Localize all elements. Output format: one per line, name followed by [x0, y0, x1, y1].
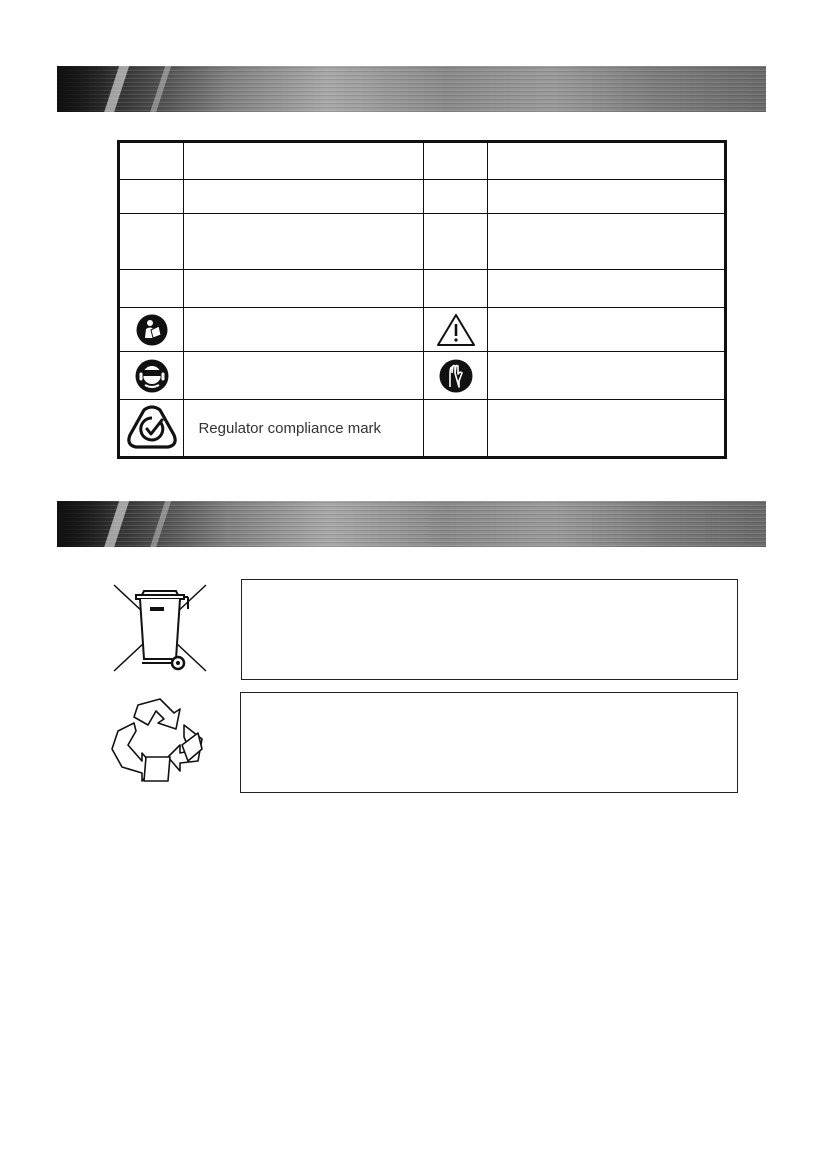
table-row: [119, 214, 726, 270]
table-cell-symbol: [424, 270, 488, 308]
table-cell-symbol: [424, 352, 488, 400]
table-cell-description: [488, 180, 726, 214]
rcm-compliance-icon: [126, 405, 178, 451]
gloves-icon: [439, 359, 473, 393]
table-row: [119, 400, 726, 458]
table-cell-description: [184, 214, 424, 270]
warning-triangle-icon: [436, 313, 476, 347]
table-row: [119, 308, 726, 352]
table-cell-symbol: [119, 352, 184, 400]
table-row: [119, 180, 726, 214]
table-row: [119, 352, 726, 400]
section-header-banner: [57, 501, 766, 547]
table-row: [119, 270, 726, 308]
table-cell-symbol: [119, 308, 184, 352]
table-cell-description: [184, 270, 424, 308]
table-cell-description: [488, 308, 726, 352]
table-cell-symbol: [119, 180, 184, 214]
table-cell-description: [184, 180, 424, 214]
table-cell-symbol: [119, 400, 184, 458]
symbols-table: [117, 140, 727, 459]
table-cell-symbol: [424, 214, 488, 270]
table-cell-description: [488, 214, 726, 270]
weee-info-box: [241, 579, 738, 680]
crossed-out-bin-icon: [112, 583, 208, 673]
table-cell-symbol: [119, 270, 184, 308]
read-manual-icon: [136, 314, 168, 346]
table-cell-symbol: [424, 400, 488, 458]
table-cell-symbol: [119, 214, 184, 270]
table-cell-description: [488, 270, 726, 308]
table-cell-description: [488, 352, 726, 400]
eye-ear-protection-icon: [135, 359, 169, 393]
table-cell-description: [488, 142, 726, 180]
table-cell-description: Regulator compliance mark: [184, 400, 424, 458]
table-cell-description: [488, 400, 726, 458]
table-cell-symbol: [424, 142, 488, 180]
table-cell-description: [184, 352, 424, 400]
table-cell-description: [184, 142, 424, 180]
section-header-banner: [57, 66, 766, 112]
table-row: [119, 142, 726, 180]
table-cell-symbol: [424, 308, 488, 352]
recycle-icon: [108, 695, 206, 787]
table-cell-symbol: [119, 142, 184, 180]
table-cell-symbol: [424, 180, 488, 214]
recycle-info-box: [240, 692, 738, 793]
table-cell-description: [184, 308, 424, 352]
